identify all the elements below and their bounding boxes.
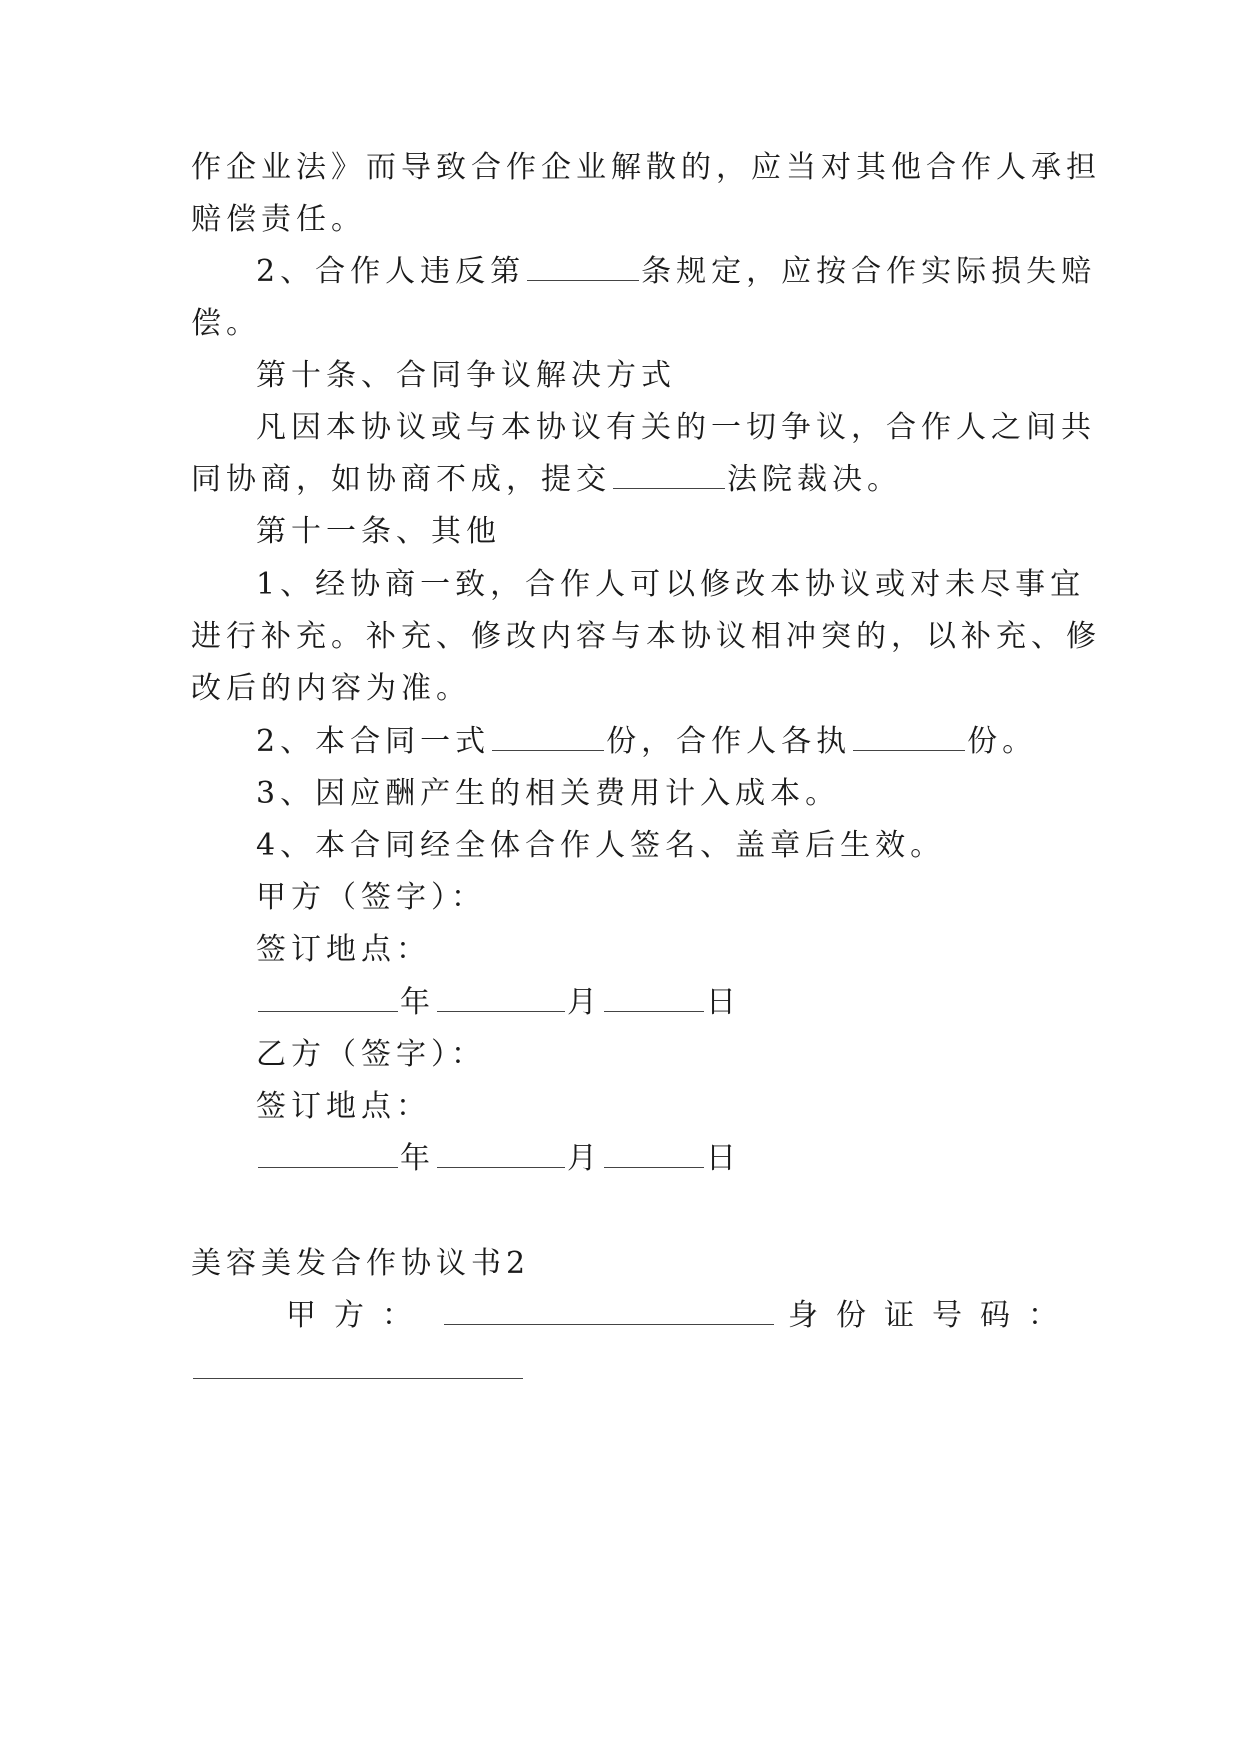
paragraph-line [191,148,1101,188]
paragraph-line [191,460,902,500]
day-blank [604,1139,704,1168]
text: 甲方（签字）： [256,880,486,915]
text: 3、因应酬产生的相关费用计入成本。 [256,776,841,811]
day-blank [604,983,704,1012]
text: 进行补充。补充、修改内容与本协议相冲突的，以补充、修 [191,619,1101,654]
text: 改后的内容为准。 [191,671,471,706]
text: 美容美发合作协议书2 [191,1246,531,1281]
paragraph-line [191,617,1101,657]
fill-blank [492,722,604,751]
text: 条规定，应按合作实际损失赔 [641,254,1097,289]
text: 乙方（签字）： [256,1037,486,1072]
fill-blank [853,722,965,751]
paragraph-line [256,565,1085,605]
clause-line [256,252,1096,292]
signing-place-label [256,1087,431,1127]
text: 偿。 [191,306,261,341]
section-heading [256,512,501,552]
paragraph-line [256,408,1096,448]
text: 月 [567,985,602,1020]
paragraph-line [191,669,471,709]
text: 同协商，如协商不成，提交 [191,462,611,497]
text: 签订地点： [256,1089,431,1124]
year-blank [258,1139,398,1168]
party-b-signature-label [256,1035,486,1075]
text: 作企业法》而导致合作企业解散的，应当对其他合作人承担 [191,150,1101,185]
date-line [256,983,741,1023]
text: 份。 [967,724,1038,759]
section-heading [256,356,676,396]
text: 日 [706,985,741,1020]
text: 年 [400,985,435,1020]
clause-line [256,826,945,866]
fill-blank [527,252,639,281]
party-a-name-blank [444,1296,774,1325]
document-title [191,1244,530,1284]
fill-blank [613,460,725,489]
party-a-info-line [286,1296,1076,1336]
signing-place-label [256,930,431,970]
text: 2、合作人违反第 [256,254,526,289]
text: 签订地点： [256,932,431,967]
text: 法院裁决。 [727,462,902,497]
text: 日 [706,1141,741,1176]
month-blank [437,1139,565,1168]
text: 1、经协商一致，合作人可以修改本协议或对未尽事宜 [256,567,1086,602]
text: 第十条、合同争议解决方式 [256,358,676,393]
clause-line [256,722,1037,762]
year-blank [258,983,398,1012]
text: 第十一条、其他 [256,514,501,549]
clause-line [256,774,840,814]
id-number-blank [193,1350,523,1379]
text: 身份证号码： [788,1298,1076,1333]
text: 2、本合同一式 [256,724,491,759]
text: 甲方： [286,1298,430,1333]
date-line [256,1139,741,1179]
paragraph-line [191,200,366,240]
paragraph-line [191,304,261,344]
party-a-signature-label [256,878,486,918]
text: 凡因本协议或与本协议有关的一切争议，合作人之间共 [256,410,1096,445]
month-blank [437,983,565,1012]
text: 年 [400,1141,435,1176]
text: 份，合作人各执 [606,724,852,759]
id-number-line [191,1350,525,1390]
text: 赔偿责任。 [191,202,366,237]
text: 月 [567,1141,602,1176]
text: 4、本合同经全体合作人签名、盖章后生效。 [256,828,946,863]
